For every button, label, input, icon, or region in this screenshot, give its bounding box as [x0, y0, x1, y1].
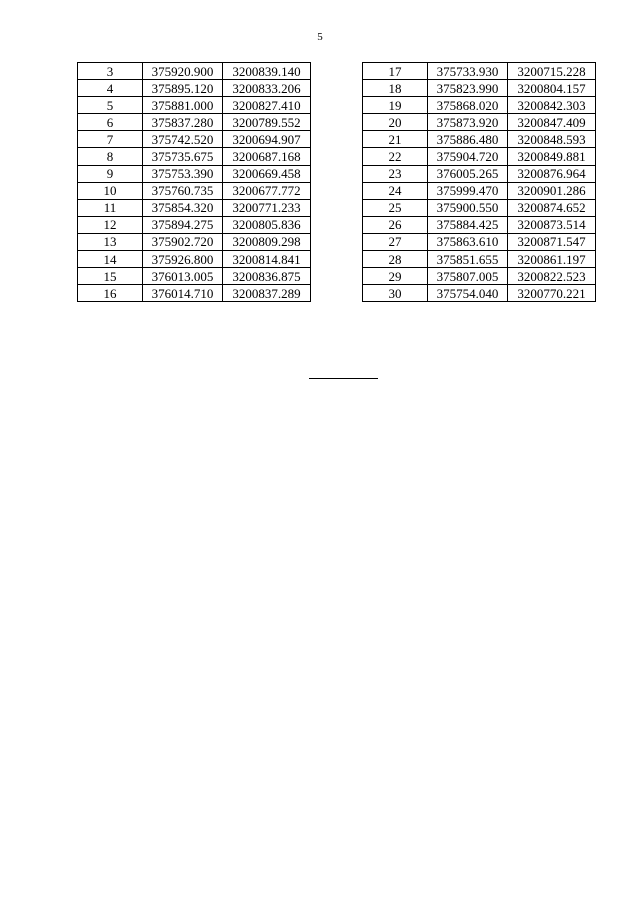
point-number-cell: 26: [363, 216, 428, 233]
table-row: [363, 216, 596, 233]
table-row: [363, 148, 596, 165]
point-number-cell: 8: [78, 148, 143, 165]
table-row: [363, 114, 596, 131]
x-coordinate-cell: 375868.020: [428, 97, 508, 114]
page-number: 5: [317, 31, 323, 43]
table-row: [78, 131, 311, 148]
x-coordinate-cell: 376014.710: [143, 285, 223, 302]
point-number-cell: 18: [363, 80, 428, 97]
point-number-cell: 17: [363, 63, 428, 80]
y-coordinate-cell: 3200873.514: [508, 216, 596, 233]
table-row: [363, 97, 596, 114]
x-coordinate-cell: 375895.120: [143, 80, 223, 97]
point-number-cell: 25: [363, 199, 428, 216]
y-coordinate-cell: 3200770.221: [508, 285, 596, 302]
y-coordinate-cell: 3200876.964: [508, 165, 596, 182]
y-coordinate-cell: 3200694.907: [223, 131, 311, 148]
table-row: [78, 97, 311, 114]
y-coordinate-cell: 3200771.233: [223, 199, 311, 216]
table-row: [78, 199, 311, 216]
x-coordinate-cell: 375881.000: [143, 97, 223, 114]
coordinates-table-right: [362, 62, 596, 302]
y-coordinate-cell: 3200871.547: [508, 233, 596, 250]
y-coordinate-cell: 3200822.523: [508, 268, 596, 285]
y-coordinate-cell: 3200814.841: [223, 251, 311, 268]
point-number-cell: 23: [363, 165, 428, 182]
x-coordinate-cell: 375735.675: [143, 148, 223, 165]
point-number-cell: 3: [78, 63, 143, 80]
x-coordinate-cell: 375894.275: [143, 216, 223, 233]
y-coordinate-cell: 3200848.593: [508, 131, 596, 148]
x-coordinate-cell: 375873.920: [428, 114, 508, 131]
table-row: [363, 80, 596, 97]
point-number-cell: 13: [78, 233, 143, 250]
table-row: [78, 63, 311, 80]
table-row: [78, 80, 311, 97]
y-coordinate-cell: 3200804.157: [508, 80, 596, 97]
table-row: [363, 251, 596, 268]
x-coordinate-cell: 375863.610: [428, 233, 508, 250]
point-number-cell: 11: [78, 199, 143, 216]
table-row: [78, 251, 311, 268]
x-coordinate-cell: 376013.005: [143, 268, 223, 285]
table-row: [78, 285, 311, 302]
x-coordinate-cell: 375886.480: [428, 131, 508, 148]
table-row: [78, 114, 311, 131]
y-coordinate-cell: 3200901.286: [508, 182, 596, 199]
y-coordinate-cell: 3200789.552: [223, 114, 311, 131]
y-coordinate-cell: 3200715.228: [508, 63, 596, 80]
point-number-cell: 7: [78, 131, 143, 148]
y-coordinate-cell: 3200874.652: [508, 199, 596, 216]
y-coordinate-cell: 3200827.410: [223, 97, 311, 114]
y-coordinate-cell: 3200839.140: [223, 63, 311, 80]
point-number-cell: 16: [78, 285, 143, 302]
y-coordinate-cell: 3200677.772: [223, 182, 311, 199]
coordinates-table-body: [363, 63, 596, 302]
x-coordinate-cell: 375823.990: [428, 80, 508, 97]
x-coordinate-cell: 375999.470: [428, 182, 508, 199]
x-coordinate-cell: 375926.800: [143, 251, 223, 268]
point-number-cell: 28: [363, 251, 428, 268]
x-coordinate-cell: 375851.655: [428, 251, 508, 268]
x-coordinate-cell: 375854.320: [143, 199, 223, 216]
table-row: [363, 199, 596, 216]
y-coordinate-cell: 3200833.206: [223, 80, 311, 97]
x-coordinate-cell: 375760.735: [143, 182, 223, 199]
point-number-cell: 27: [363, 233, 428, 250]
table-row: [363, 165, 596, 182]
table-row: [78, 165, 311, 182]
table-row: [363, 233, 596, 250]
x-coordinate-cell: 375754.040: [428, 285, 508, 302]
table-row: [363, 182, 596, 199]
y-coordinate-cell: 3200847.409: [508, 114, 596, 131]
table-row: [363, 131, 596, 148]
point-number-cell: 12: [78, 216, 143, 233]
coordinates-table-body: [78, 63, 311, 302]
point-number-cell: 6: [78, 114, 143, 131]
x-coordinate-cell: 375900.550: [428, 199, 508, 216]
end-of-section-rule: [309, 378, 378, 379]
table-row: [78, 148, 311, 165]
y-coordinate-cell: 3200809.298: [223, 233, 311, 250]
point-number-cell: 19: [363, 97, 428, 114]
x-coordinate-cell: 375904.720: [428, 148, 508, 165]
y-coordinate-cell: 3200669.458: [223, 165, 311, 182]
x-coordinate-cell: 375807.005: [428, 268, 508, 285]
x-coordinate-cell: 375742.520: [143, 131, 223, 148]
table-row: [363, 63, 596, 80]
point-number-cell: 22: [363, 148, 428, 165]
y-coordinate-cell: 3200836.875: [223, 268, 311, 285]
point-number-cell: 20: [363, 114, 428, 131]
x-coordinate-cell: 375902.720: [143, 233, 223, 250]
table-row: [78, 182, 311, 199]
y-coordinate-cell: 3200861.197: [508, 251, 596, 268]
y-coordinate-cell: 3200849.881: [508, 148, 596, 165]
point-number-cell: 29: [363, 268, 428, 285]
table-row: [78, 216, 311, 233]
point-number-cell: 14: [78, 251, 143, 268]
y-coordinate-cell: 3200842.303: [508, 97, 596, 114]
y-coordinate-cell: 3200687.168: [223, 148, 311, 165]
table-row: [363, 285, 596, 302]
table-row: [363, 268, 596, 285]
table-row: [78, 268, 311, 285]
point-number-cell: 10: [78, 182, 143, 199]
x-coordinate-cell: 375920.900: [143, 63, 223, 80]
x-coordinate-cell: 375733.930: [428, 63, 508, 80]
x-coordinate-cell: 376005.265: [428, 165, 508, 182]
y-coordinate-cell: 3200837.289: [223, 285, 311, 302]
table-row: [78, 233, 311, 250]
x-coordinate-cell: 375837.280: [143, 114, 223, 131]
y-coordinate-cell: 3200805.836: [223, 216, 311, 233]
point-number-cell: 4: [78, 80, 143, 97]
x-coordinate-cell: 375884.425: [428, 216, 508, 233]
point-number-cell: 5: [78, 97, 143, 114]
point-number-cell: 15: [78, 268, 143, 285]
coordinates-table-left: [77, 62, 311, 302]
point-number-cell: 21: [363, 131, 428, 148]
point-number-cell: 9: [78, 165, 143, 182]
point-number-cell: 30: [363, 285, 428, 302]
x-coordinate-cell: 375753.390: [143, 165, 223, 182]
point-number-cell: 24: [363, 182, 428, 199]
